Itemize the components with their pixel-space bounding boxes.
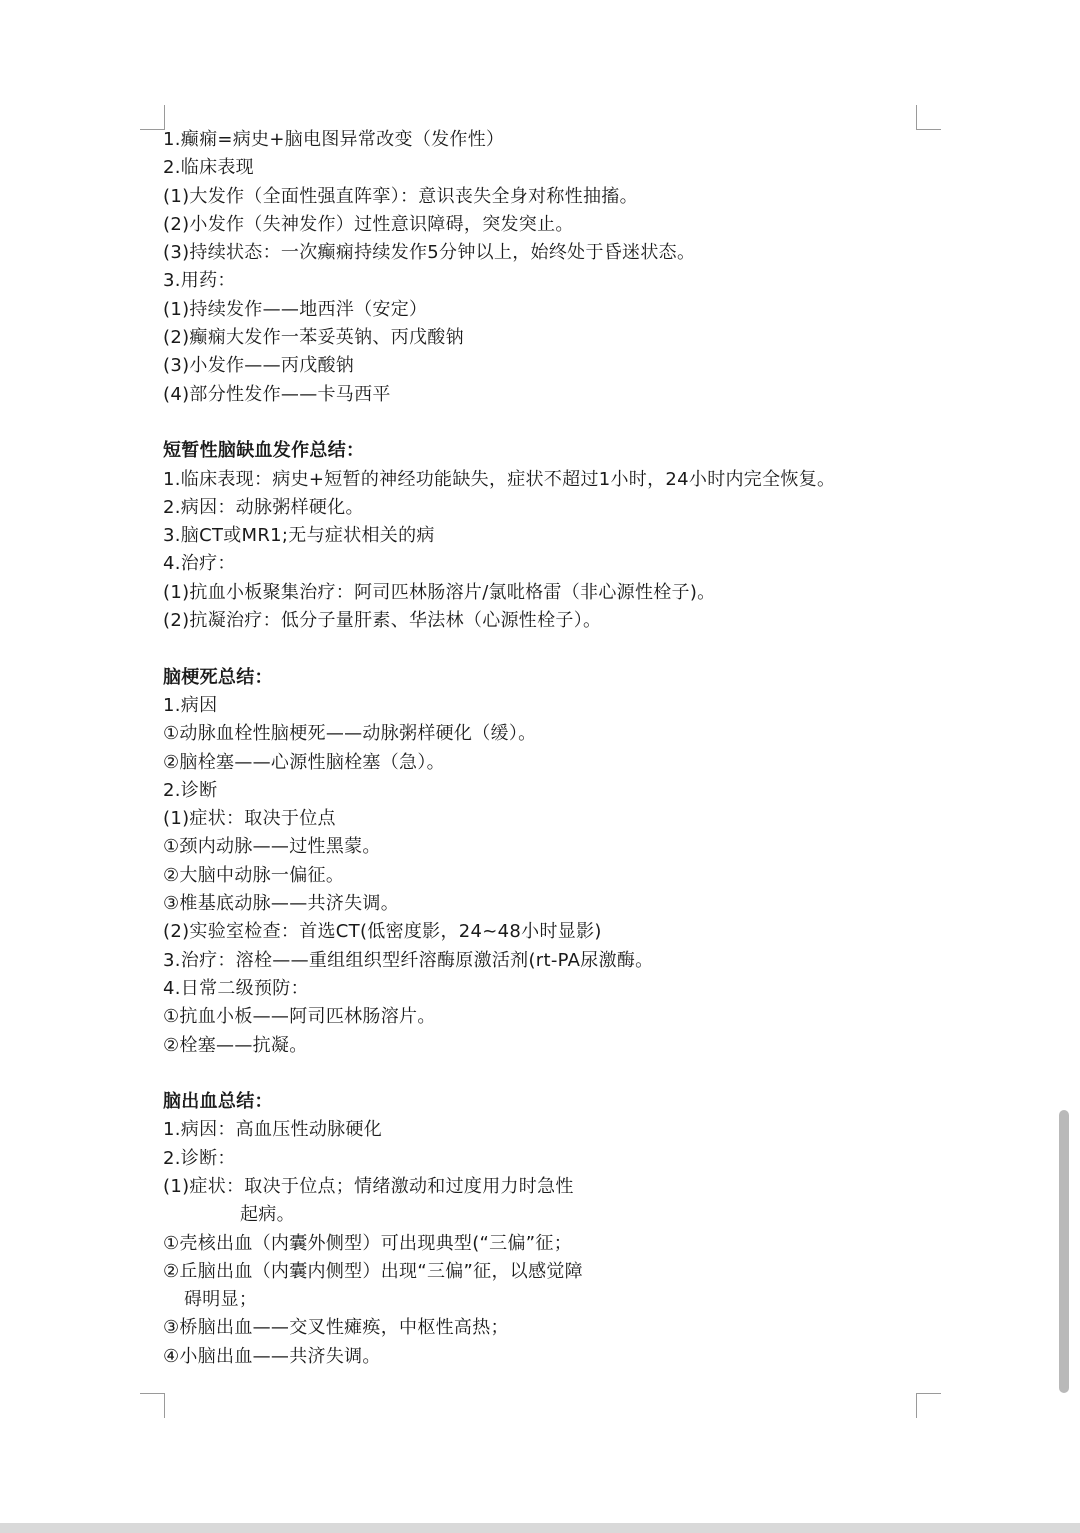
blank-line	[163, 635, 923, 663]
text-line: 1.癫痫=病史+脑电图异常改变（发作性）	[163, 129, 505, 150]
text-line: 1.病因	[163, 694, 218, 716]
text-line: ②丘脑出血（内囊内侧型）出现“三偏”征，以感觉障	[163, 1260, 583, 1282]
blank-line	[163, 409, 923, 437]
text-line: ①抗血小板——阿司匹林肠溶片。	[163, 1006, 436, 1028]
text-line: (2)抗凝治疗：低分子量肝素、华法林（心源性栓子）。	[163, 610, 602, 632]
text-line-continuation: 起病。	[240, 1204, 295, 1226]
text-line: (2)癫痫大发作一苯妥英钠、丙戊酸钠	[163, 327, 464, 349]
text-line: (2)小发作（失神发作）过性意识障碍，突发突止。	[163, 213, 574, 235]
text-line: 1.临床表现：病史+短暂的神经功能缺失，症状不超过1小时，24小时内完全恢复。	[163, 468, 836, 490]
text-line: 3.治疗：溶栓——重组组织型纤溶酶原激活剂(rt-PA尿激酶。	[163, 949, 654, 971]
text-line: ②栓塞——抗凝。	[163, 1034, 308, 1056]
text-line: (4)部分性发作——卡马西平	[163, 383, 391, 405]
text-line: (3)小发作——丙戊酸钠	[163, 355, 355, 377]
text-line: 3.用药：	[163, 270, 236, 292]
text-line: ④小脑出血——共济失调。	[163, 1345, 381, 1367]
text-line: 2.临床表现	[163, 157, 254, 179]
bottom-toolbar-strip	[0, 1523, 1080, 1533]
vertical-scrollbar-thumb[interactable]	[1059, 1110, 1069, 1393]
text-line: 2.诊断	[163, 779, 218, 801]
text-line: ②脑栓塞——心源性脑栓塞（急）。	[163, 751, 445, 773]
blank-line	[163, 1060, 923, 1088]
text-line: (2)实验室检查：首选CT(低密度影，24~48小时显影)	[163, 921, 602, 943]
text-line: ①动脉血栓性脑梗死——动脉粥样硬化（缓）。	[163, 723, 537, 745]
text-line: ①颈内动脉——过性黑蒙。	[163, 836, 381, 858]
text-line: 3.脑CT或MR1;无与症状相关的病	[163, 525, 435, 547]
section-heading: 短暂性脑缺血发作总结：	[163, 440, 365, 462]
text-line: 4.治疗：	[163, 553, 236, 575]
page-corner-mark-bottom-left	[140, 1393, 165, 1418]
text-line-continuation: 碍明显；	[184, 1289, 258, 1311]
text-line: ②大脑中动脉一偏征。	[163, 864, 345, 886]
text-line: 4.日常二级预防：	[163, 977, 309, 999]
text-line: ③桥脑出血——交叉性瘫痪，中枢性高热；	[163, 1317, 509, 1339]
document-body	[163, 126, 923, 1371]
text-line: (1)症状：取决于位点；情绪激动和过度用力时急性	[163, 1175, 574, 1197]
page-corner-mark-bottom-right	[916, 1393, 941, 1418]
section-heading: 脑梗死总结：	[163, 666, 273, 688]
text-line: ①壳核出血（内囊外侧型）可出现典型(“三偏”征；	[163, 1232, 573, 1254]
text-line: (1)症状：取决于位点	[163, 808, 336, 830]
page-corner-mark-top-left	[140, 105, 165, 130]
text-line: 2.诊断：	[163, 1147, 236, 1169]
text-line: ③椎基底动脉——共济失调。	[163, 893, 400, 915]
text-line: (1)大发作（全面性强直阵挛）：意识丧失全身对称性抽搐。	[163, 185, 638, 207]
text-line: 1.病因：高血压性动脉硬化	[163, 1119, 383, 1141]
text-line: (3)持续状态：一次癫痫持续发作5分钟以上，始终处于昏迷状态。	[163, 242, 696, 264]
text-line: 2.病因：动脉粥样硬化。	[163, 496, 364, 518]
section-heading: 脑出血总结：	[163, 1091, 273, 1113]
text-line: (1)持续发作——地西泮（安定）	[163, 298, 428, 320]
text-line: (1)抗血小板聚集治疗：阿司匹林肠溶片/氯吡格雷（非心源性栓子)。	[163, 581, 716, 603]
